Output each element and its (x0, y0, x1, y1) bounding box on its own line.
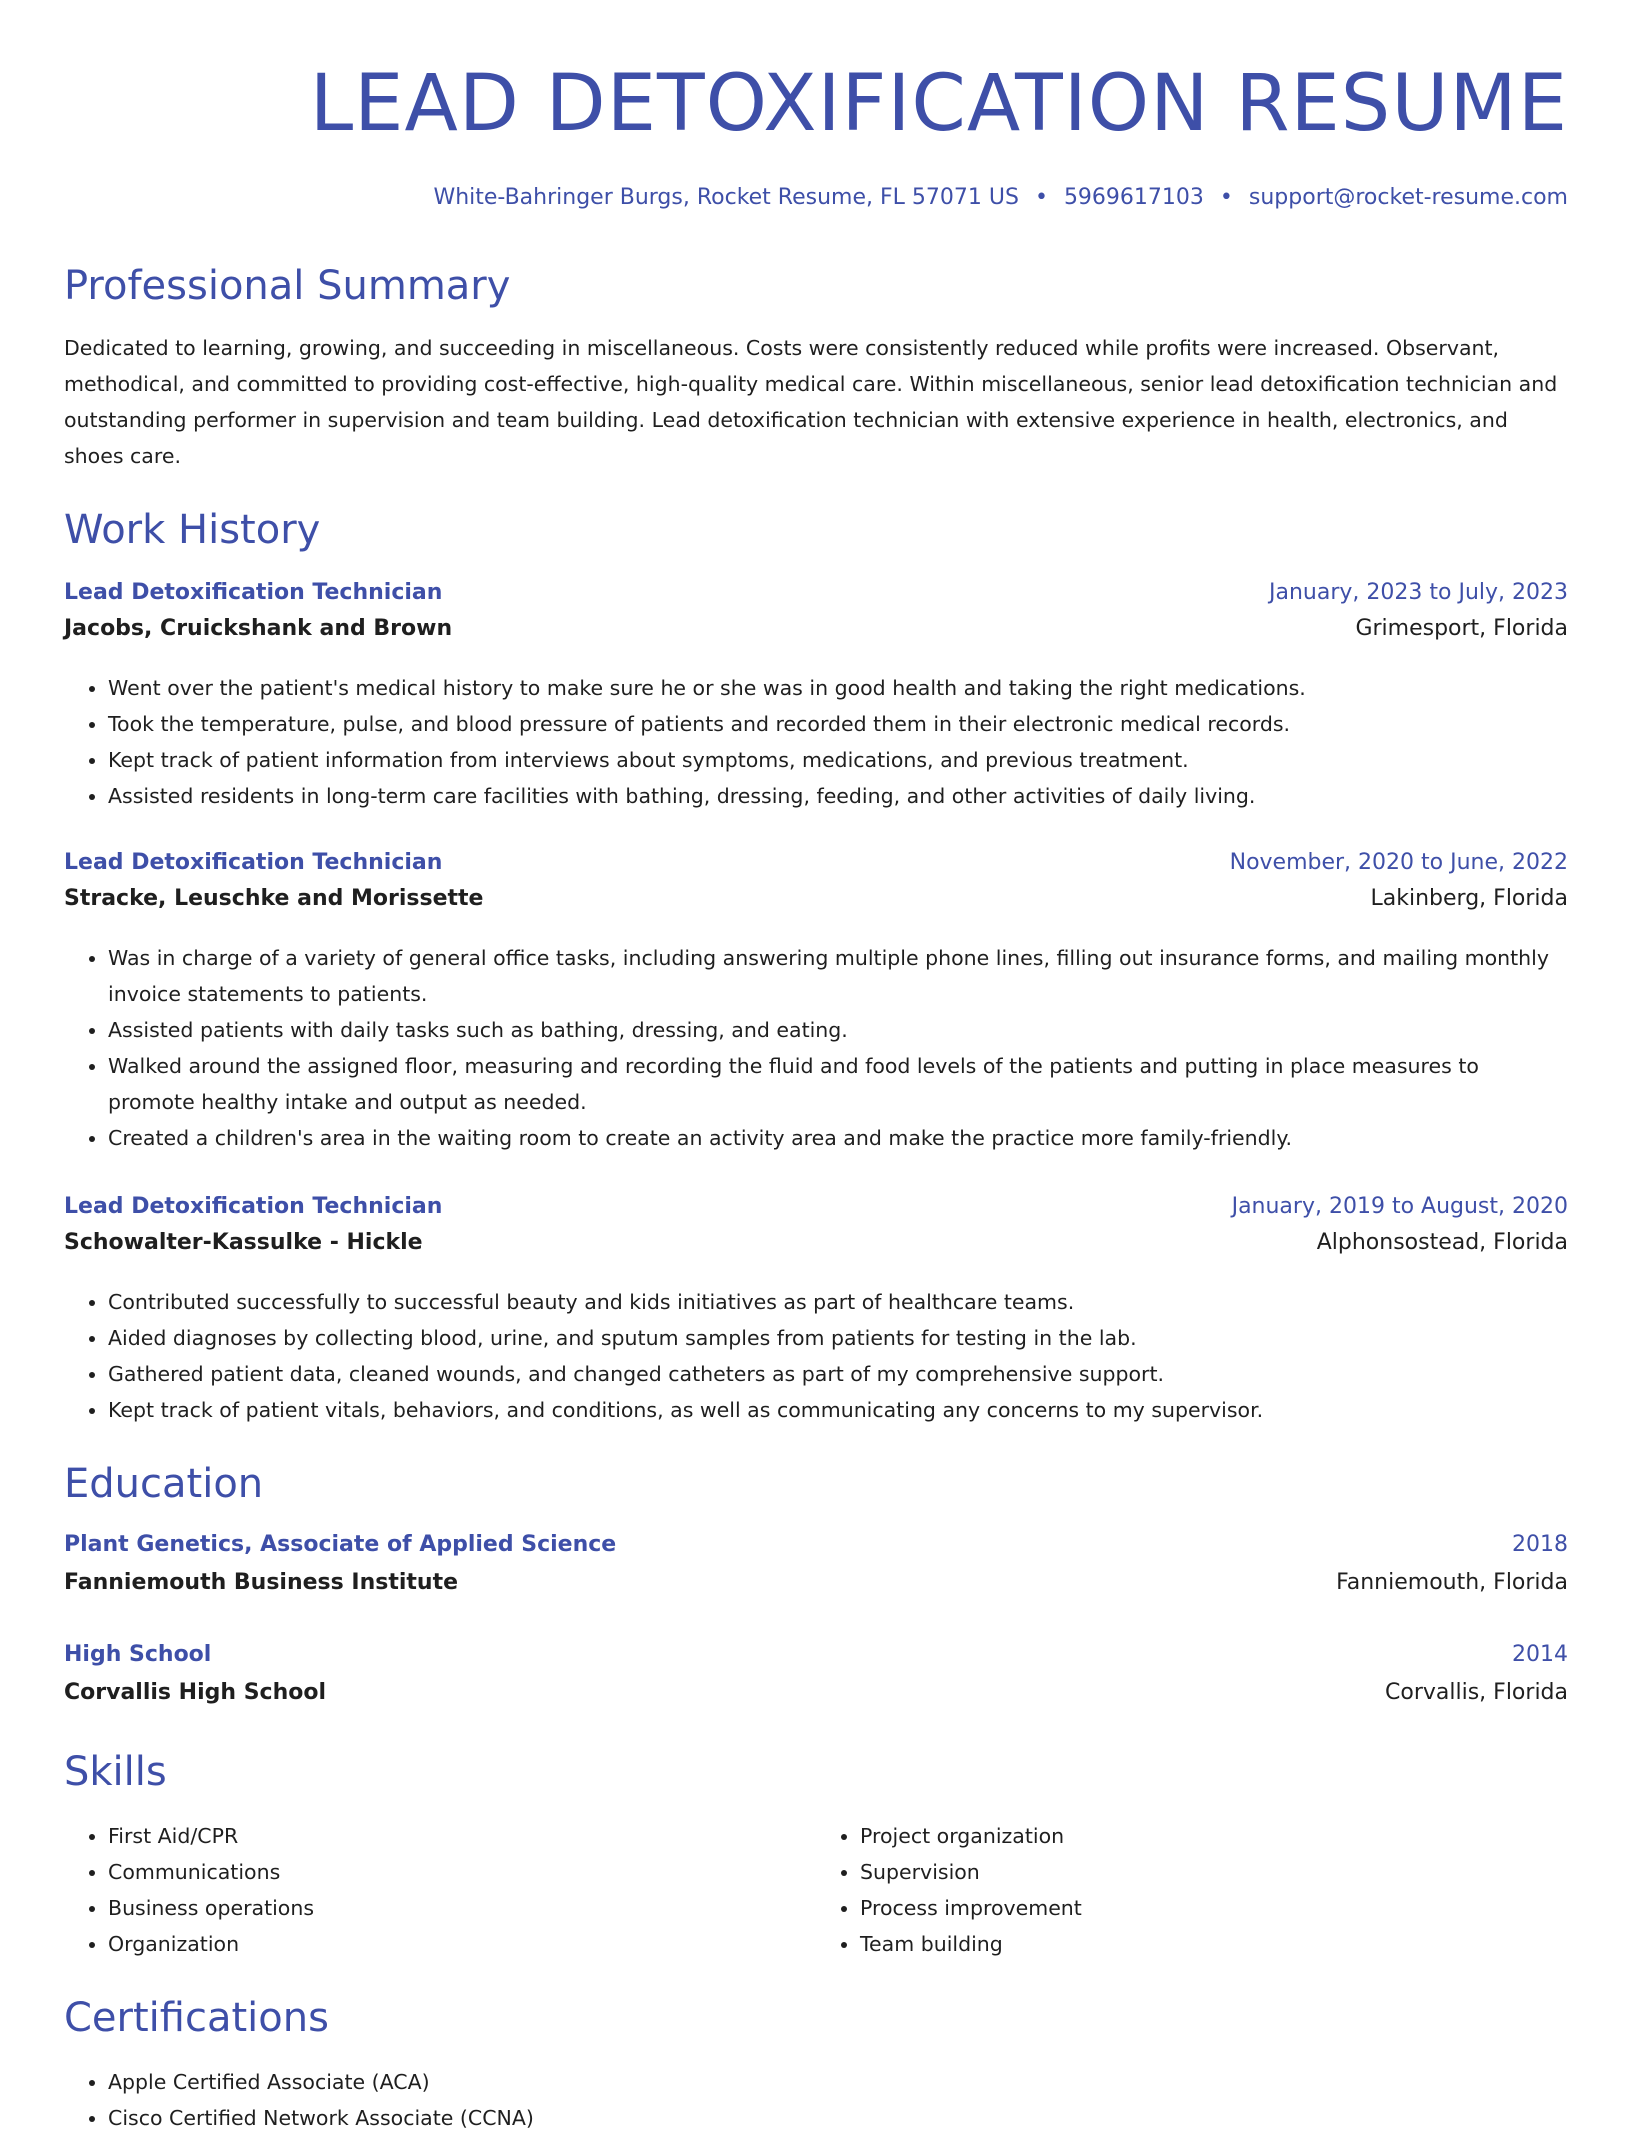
list-item: • First Aid/CPR (108, 1818, 816, 1854)
education-location: Corvallis, Florida (1385, 1680, 1568, 1705)
summary-section (64, 262, 1568, 310)
list-item: • Created a children's area in the waiting room to create an activity area and make the practice more family-friendly. (108, 1120, 1568, 1156)
job-bullets (64, 1284, 1568, 1428)
contact-separator: • (1219, 185, 1233, 210)
education-degree: High School (64, 1642, 212, 1667)
job-location: Grimesport, Florida (1355, 616, 1568, 641)
job-entry (64, 580, 1568, 814)
job-location: Lakinberg, Florida (1370, 886, 1568, 911)
list-item: • Team building (860, 1926, 1568, 1962)
list-item: • Was in charge of a variety of general office tasks, including answering multiple phone lines, filling out insurance forms, and mailing monthly invoice statements to patients. (108, 940, 1568, 1012)
job-location: Alphonsostead, Florida (1316, 1230, 1568, 1255)
job-employer: Schowalter-Kassulke - Hickle (64, 1230, 423, 1255)
list-item: • Took the temperature, pulse, and blood pressure of patients and recorded them in their electronic medical records. (108, 706, 1568, 742)
list-item: • Kept track of patient information from interviews about symptoms, medications, and previous treatment. (108, 742, 1568, 778)
list-item: • Kept track of patient vitals, behaviors, and conditions, as well as communicating any concerns to my supervisor. (108, 1392, 1568, 1428)
skills-columns (64, 1818, 1568, 1962)
job-entry (64, 850, 1568, 1156)
list-item: • Contributed successfully to successful beauty and kids initiatives as part of healthcare teams. (108, 1284, 1568, 1320)
certifications-section (64, 1994, 1568, 2042)
section-title-education: Education (64, 1461, 264, 1507)
section-title-certifications: Certifications (64, 1995, 329, 2041)
education-section (64, 1460, 1568, 1508)
job-title: Lead Detoxification Technician (64, 580, 443, 605)
list-item: • Walked around the assigned floor, measuring and recording the fluid and food levels of the patients and putting in place measures to promote healthy intake and output as needed. (108, 1048, 1568, 1120)
skills-list-left (64, 1818, 816, 1962)
job-title: Lead Detoxification Technician (64, 1194, 443, 1219)
list-item: • Assisted patients with daily tasks such as bathing, dressing, and eating. (108, 1012, 1568, 1048)
list-item: • Supervision (860, 1854, 1568, 1890)
list-item: • Cisco Certified Network Associate (CCNA) (108, 2100, 1568, 2136)
summary-text: Dedicated to learning, growing, and succeeding in miscellaneous. Costs were consistently reduced while profits were increased. Observant, methodical, and committed to providing cost-effective, high-quality medical care. Within miscellaneous, senior lead detoxification technician and outstanding performer in supervision and team building. Lead detoxification technician with extensive experience in health, electronics, and shoes care. (64, 336, 1558, 468)
skills-list-right (816, 1818, 1568, 1962)
education-degree: Plant Genetics, Associate of Applied Science (64, 1532, 617, 1557)
section-title-work: Work History (64, 507, 321, 553)
list-item: • Apple Certified Associate (ACA) (108, 2064, 1568, 2100)
job-bullets (64, 940, 1568, 1156)
education-entry (64, 1532, 1568, 1608)
list-item: • Gathered patient data, cleaned wounds, and changed catheters as part of my comprehensive support. (108, 1356, 1568, 1392)
job-bullets (64, 670, 1568, 814)
list-item: • Communications (108, 1854, 816, 1890)
job-dates: January, 2023 to July, 2023 (1269, 580, 1568, 605)
job-dates: November, 2020 to June, 2022 (1229, 850, 1568, 875)
summary-body (64, 330, 1568, 474)
job-title: Lead Detoxification Technician (64, 850, 443, 875)
education-school: Corvallis High School (64, 1680, 327, 1705)
list-item: • Business operations (108, 1890, 816, 1926)
education-year: 2018 (1512, 1532, 1568, 1557)
skills-section (64, 1748, 1568, 1796)
job-entry (64, 1194, 1568, 1428)
education-entry (64, 1642, 1568, 1718)
list-item: • Process improvement (860, 1890, 1568, 1926)
contact-address: White-Bahringer Burgs, Rocket Resume, FL 57071 US (433, 185, 1019, 210)
section-title-skills: Skills (64, 1749, 167, 1795)
work-section (64, 506, 1568, 554)
resume-name: LEAD DETOXIFICATION RESUME (309, 59, 1568, 149)
education-location: Fanniemouth, Florida (1336, 1570, 1568, 1595)
contact-separator: • (1034, 185, 1048, 210)
list-item: • Organization (108, 1926, 816, 1962)
job-dates: January, 2019 to August, 2020 (1231, 1194, 1568, 1219)
education-year: 2014 (1512, 1642, 1568, 1667)
list-item: • Assisted residents in long-term care facilities with bathing, dressing, feeding, and other activities of daily living. (108, 778, 1568, 814)
certifications-list (64, 2064, 1568, 2136)
contact-line (433, 183, 1568, 213)
contact-email[interactable]: support@rocket-resume.com (1248, 185, 1568, 210)
list-item: • Project organization (860, 1818, 1568, 1854)
certifications-body (64, 2064, 1568, 2136)
job-employer: Stracke, Leuschke and Morissette (64, 886, 484, 911)
list-item: • Aided diagnoses by collecting blood, urine, and sputum samples from patients for testing in the lab. (108, 1320, 1568, 1356)
education-school: Fanniemouth Business Institute (64, 1570, 459, 1595)
contact-phone: 5969617103 (1063, 185, 1204, 210)
section-title-summary: Professional Summary (64, 263, 511, 309)
list-item: • Went over the patient's medical history to make sure he or she was in good health and taking the right medications. (108, 670, 1568, 706)
job-employer: Jacobs, Cruickshank and Brown (64, 616, 453, 641)
